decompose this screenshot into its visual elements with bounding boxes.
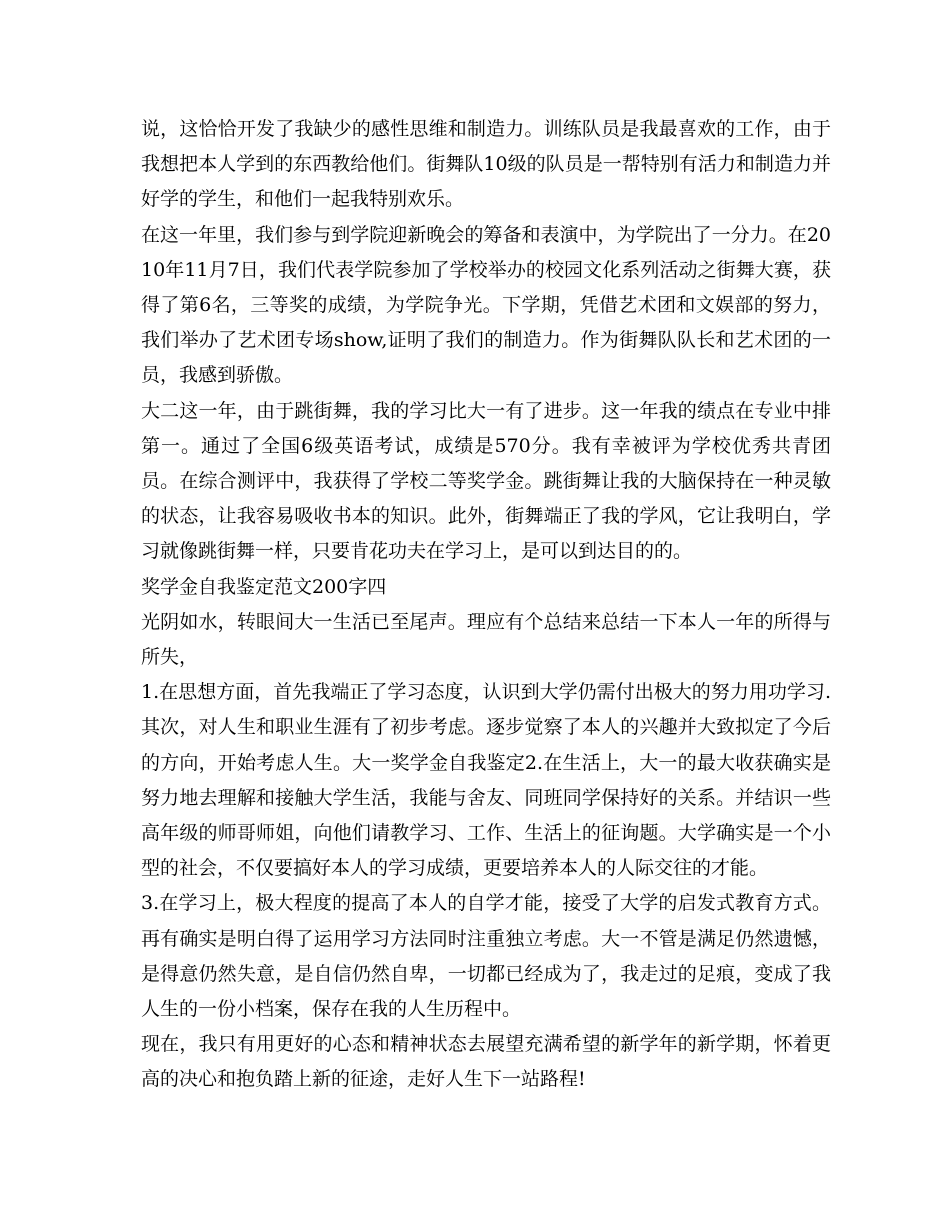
paragraph-dance-team-intro: 说，这恰恰开发了我缺少的感性思维和制造力。训练队员是我最喜欢的工作，由于我想把本人学到的东西教给他们。街舞队10级的队员是一帮特别有活力和制造力并好学的学生，和他们一起我特别欢乐。: [141, 118, 831, 211]
paragraph-year-activities: 在这一年里，我们参与到学院迎新晚会的筹备和表演中，为学院出了一分力。在2010年11月7日，我们代表学院参加了学校举办的校园文化系列活动之街舞大赛，获得了第6名，三等奖的成绩，为学院争光。下学期，凭借艺术团和文娱部的努力，我们举办了艺术团专场show,证明了我们的制造力。作为街舞队队长和艺术团的一员，我感到骄傲。: [141, 223, 831, 387]
paragraph-study: 3.在学习上，极大程度的提高了本人的自学才能，接受了大学的启发式教育方式。再有确实是明白得了运用学习方法同时注重独立考虑。大一不管是满足仍然遗憾，是得意仍然失意，是自信仍然自卑，一切都已经成为了，我走过的足痕，变成了我人生的一份小档案，保存在我的人生历程中。: [141, 892, 831, 1021]
paragraph-conclusion: 现在，我只有用更好的心态和精神状态去展望充满希望的新学年的新学期，怀着更高的决心和抱负踏上新的征途，走好人生下一站路程!: [141, 1033, 831, 1091]
document-body: [141, 112, 831, 1098]
paragraph-thought-and-life: 1.在思想方面，首先我端正了学习态度，认识到大学仍需付出极大的努力用功学习.其次，对人生和职业生涯有了初步考虑。逐步觉察了本人的兴趣并大致拟定了今后的方向，开始考虑人生。大一奖学金自我鉴定2.在生活上，大一的最大收获确实是努力地去理解和接触大学生活，我能与舍友、同班同学保持好的关系。并结识一些高年级的师哥师姐，向他们请教学习、工作、生活上的征询题。大学确实是一个小型的社会，不仅要搞好本人的学习成绩，更要培养本人的人际交往的才能。: [141, 681, 831, 880]
paragraph-sophomore-progress: 大二这一年，由于跳街舞，我的学习比大一有了进步。这一年我的绩点在专业中排第一。通过了全国6级英语考试，成绩是570分。我有幸被评为学校优秀共青团员。在综合测评中，我获得了学校二等奖学金。跳街舞让我的大脑保持在一种灵敏的状态，让我容易吸收书本的知识。此外，街舞端正了我的学风，它让我明白，学习就像跳街舞一样，只要肯花功夫在学习上，是可以到达目的的。: [141, 399, 831, 563]
section-heading: 奖学金自我鉴定范文200字四: [141, 575, 387, 598]
paragraph-year-summary-intro: 光阴如水，转眼间大一生活已至尾声。理应有个总结来总结一下本人一年的所得与所失，: [141, 610, 831, 669]
